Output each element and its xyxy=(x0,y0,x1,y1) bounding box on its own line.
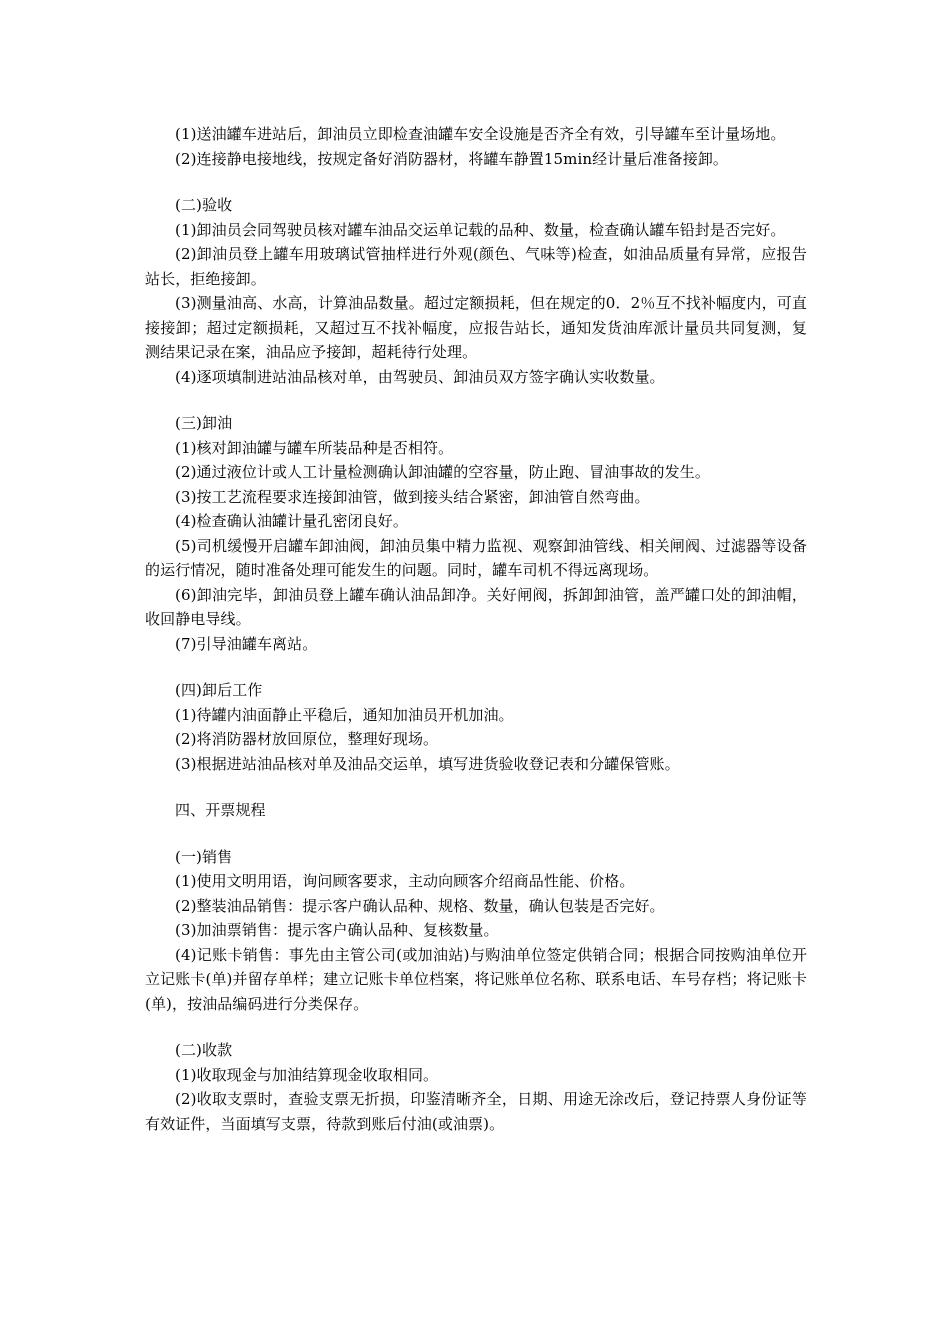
paragraph: (4)记账卡销售：事先由主管公司(或加油站)与购油单位签定供销合同；根据合同按购油单位开立记账卡(单)并留存单样；建立记账卡单位档案，将记账单位名称、联系电话、车号存档；将记账卡(单)，按油品编码进行分类保存。 xyxy=(145,945,807,1013)
paragraph: (6)卸油完毕，卸油员登上罐车确认油品卸净。关好闸阀，拆卸卸油管，盖严罐口处的卸油帽，收回静电导线。 xyxy=(145,585,807,628)
paragraph: (2)通过液位计或人工计量检测确认卸油罐的空容量，防止跑、冒油事故的发生。 xyxy=(175,463,710,481)
paragraph: (2)卸油员登上罐车用玻璃试管抽样进行外观(颜色、气味等)检查，如油品质量有异常，应报告站长，拒绝接卸。 xyxy=(145,245,807,288)
paragraph: (4)检查确认油罐计量孔密闭良好。 xyxy=(175,512,408,530)
paragraph: (2)将消防器材放回原位，整理好现场。 xyxy=(175,730,439,748)
paragraph: (1)使用文明用语，询问顾客要求，主动向顾客介绍商品性能、价格。 xyxy=(175,872,635,890)
paragraph-spacer xyxy=(145,823,807,845)
paragraph: (1)收取现金与加油结算现金收取相同。 xyxy=(175,1065,439,1084)
paragraph: (二)验收 xyxy=(175,196,233,214)
paragraph: (4)逐项填制进站油品核对单，由驾驶员、卸油员双方签字确认实收数量。 xyxy=(175,367,665,386)
paragraph: (2)收取支票时，查验支票无折损，印鉴清晰齐全，日期、用途无涂改后，登记持票人身份证等有效证件，当面填写支票，待款到账后付油(或油票)。 xyxy=(145,1090,807,1133)
paragraph-spacer xyxy=(145,389,807,411)
document-body xyxy=(145,122,807,1136)
paragraph: (三)卸油 xyxy=(175,414,233,432)
paragraph: (3)根据进站油品核对单及油品交运单，填写进货验收登记表和分罐保管账。 xyxy=(175,754,680,773)
paragraph: (2)连接静电接地线，按规定备好消防器材，将罐车静置15min经计量后准备接卸。 xyxy=(175,149,729,168)
paragraph: (1)卸油员会同驾驶员核对罐车油品交运单记载的品种、数量，检查确认罐车铅封是否完好。 xyxy=(175,220,786,239)
paragraph: (二)收款 xyxy=(175,1041,233,1059)
paragraph: (7)引导油罐车离站。 xyxy=(175,634,318,653)
paragraph: (1)待罐内油面静止平稳后，通知加油员开机加油。 xyxy=(175,705,514,724)
paragraph-spacer xyxy=(145,171,807,193)
paragraph-spacer xyxy=(145,656,807,678)
paragraph: (3)加油票销售：提示客户确认品种、复核数量。 xyxy=(175,921,499,939)
paragraph: (1)核对卸油罐与罐车所装品种是否相符。 xyxy=(175,438,454,457)
paragraph: (3)按工艺流程要求连接卸油管，做到接头结合紧密，卸油管自然弯曲。 xyxy=(175,487,650,506)
paragraph: (一)销售 xyxy=(175,847,233,866)
paragraph: (四)卸后工作 xyxy=(175,681,263,699)
paragraph: (1)送油罐车进站后，卸油员立即检查油罐车安全设施是否齐全有效，引导罐车至计量场地。 xyxy=(175,125,786,143)
paragraph: 四、开票规程 xyxy=(175,801,266,819)
paragraph: (5)司机缓慢开启罐车卸油阀，卸油员集中精力监视、观察卸油管线、相关闸阀、过滤器等设备的运行情况，随时准备处理可能发生的问题。同时，罐车司机不得远离现场。 xyxy=(145,536,807,579)
paragraph: (3)测量油高、水高，计算油品数量。超过定额损耗，但在规定的0．2％互不找补幅度内，可直接接卸；超过定额损耗，又超过互不找补幅度，应报告站长，通知发货油库派计量员共同复测，复测结果记录在案，油品应予接卸，超耗待行处理。 xyxy=(145,294,807,361)
paragraph-spacer xyxy=(145,1016,807,1038)
paragraph: (2)整装油品销售：提示客户确认品种、规格、数量，确认包装是否完好。 xyxy=(175,896,665,915)
paragraph-spacer xyxy=(145,776,807,798)
